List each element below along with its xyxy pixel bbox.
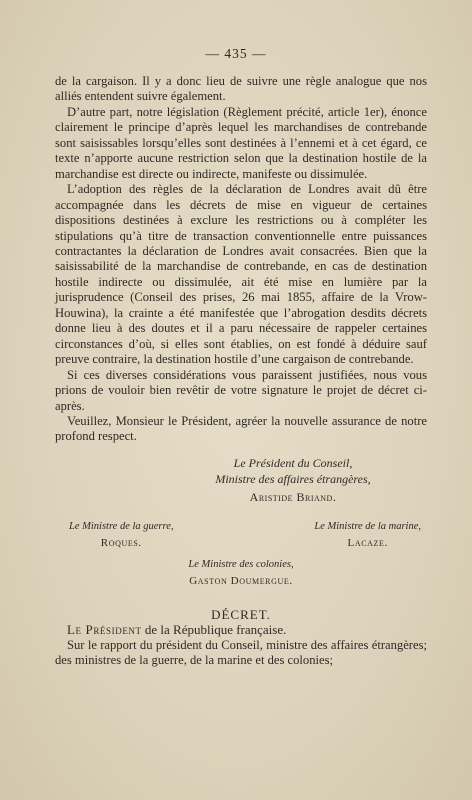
ministers-row — [55, 519, 427, 551]
president-name: Aristide Briand. — [249, 489, 337, 504]
minister-marine-title: Le Ministre de la marine, — [314, 520, 421, 532]
signature-block — [55, 455, 427, 589]
paragraph: Si ces diverses considérations vous paraissent justifiées, nous vous prions de vouloir bien revêtir de votre signature le projet de décret ci-après. — [55, 367, 427, 413]
minister-guerre — [69, 519, 174, 551]
president-title-line-1: Le Président du Conseil, — [233, 455, 353, 470]
minister-guerre-title: Le Ministre de la guerre, — [69, 520, 174, 532]
decree-president-line — [55, 622, 427, 637]
paragraph: L’adoption des règles de la déclaration de Londres avait dû être accompagnée dans les décrets de mise en vigueur de certaines dispositions destinées à exclure les restrictions ou à compléter les stipulations qu’à titre de transaction conventionnelle entre puissances contractantes la déclaration de Londres avait consacrées. Bien que la saisissabilité de la marchandise de contrebande, en cas de destination hostile indirecte ou dissimulée, ait été mise en lumière par la jurisprudence (Conseil des prises, 26 mai 1855, affaire de la Vrow-Houwina), la crainte a été manifestée que l’abrogation desdits décrets donne lieu à des doutes et il a paru nécessaire de rappeler certaines circonstances d’où, si elles sont établies, on est fondé à déduire sauf preuve contraire, la destination hostile d’une cargaison de contrebande. — [55, 182, 427, 367]
decree-president-rest: de la République française. — [141, 622, 287, 638]
document-body — [55, 74, 427, 669]
minister-guerre-name: Roques. — [100, 536, 142, 549]
minister-colonies — [55, 557, 427, 589]
decree-president-lead: Le Président — [67, 622, 142, 638]
paragraph: Veuillez, Monsieur le Président, agréer la nouvelle assurance de notre profond respect. — [55, 413, 427, 444]
decree-preamble: Sur le rapport du président du Conseil, ministre des affaires étrangères; des ministres de la guerre, de la marine et des colonies; — [55, 637, 427, 668]
minister-marine-name: Lacaze. — [347, 536, 388, 549]
decree-heading: DÉCRET. — [211, 606, 271, 622]
paragraph: D’autre part, notre législation (Règlement précité, article 1er), énonce clairement le principe d’après lequel les marchandises de contrebande sont saisissables lorsqu’elles sont destinées à l’ennemi et à cet égard, ce texte n’apporte aucune restriction selon que la destination hostile de la marchandise est directe ou indirecte, manifeste ou dissimulée. — [55, 104, 427, 181]
minister-colonies-title: Le Ministre des colonies, — [188, 558, 294, 570]
minister-colonies-name: Gaston Doumergue. — [189, 574, 293, 587]
page-number: — 435 — — [205, 46, 267, 61]
president-title-line-2: Ministre des affaires étrangères, — [215, 471, 371, 486]
paragraph: de la cargaison. Il y a donc lieu de suivre une règle analogue que nos alliés entendent suivre également. — [55, 74, 427, 104]
minister-marine — [314, 519, 421, 551]
